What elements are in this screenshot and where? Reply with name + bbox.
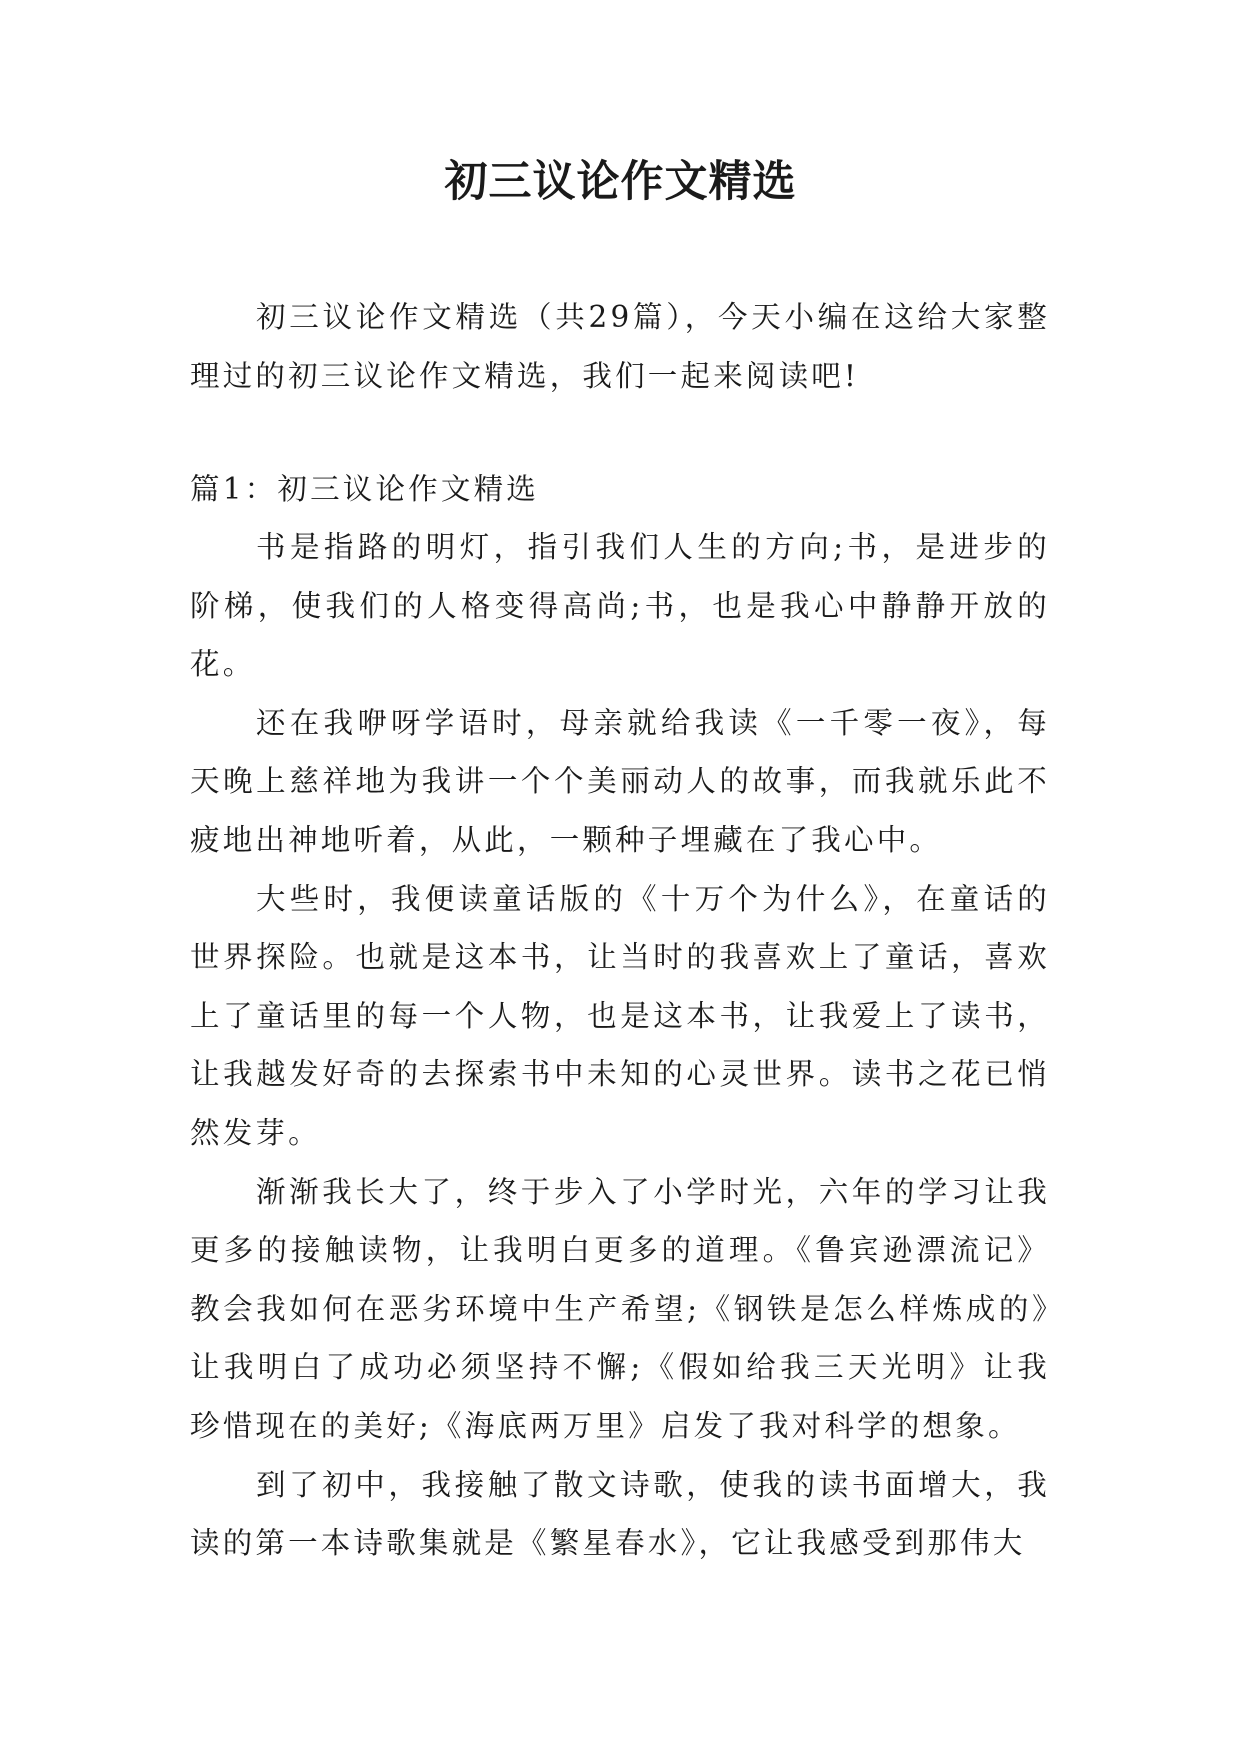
essay-paragraph-3: 大些时，我便读童话版的《十万个为什么》，在童话的世界探险。也就是这本书，让当时的我喜欢上了童话，喜欢上了童话里的每一个人物，也是这本书，让我爱上了读书，让我越发好奇的去探索书中未知的心灵世界。读书之花已悄然发芽。 [190, 881, 1050, 1150]
essay-paragraph-1: 书是指路的明灯，指引我们人生的方向;书，是进步的阶梯，使我们的人格变得高尚;书，也是我心中静静开放的花。 [190, 530, 1050, 682]
essay-paragraph-2: 还在我咿呀学语时，母亲就给我读《一千零一夜》，每天晚上慈祥地为我讲一个个美丽动人的故事，而我就乐此不疲地出神地听着，从此，一颗种子埋藏在了我心中。 [190, 705, 1050, 857]
section-heading: 篇1：初三议论作文精选 [190, 472, 539, 506]
essay-paragraph-4: 渐渐我长大了，终于步入了小学时光，六年的学习让我更多的接触读物，让我明白更多的道理。《鲁宾逊漂流记》教会我如何在恶劣环境中生产希望;《钢铁是怎么样炼成的》让我明白了成功必须坚持不懈;《假如给我三天光明》让我珍惜现在的美好;《海底两万里》启发了我对科学的想象。 [190, 1174, 1050, 1443]
essay-body [190, 518, 1050, 1573]
intro-paragraph: 初三议论作文精选（共29篇），今天小编在这给大家整理过的初三议论作文精选，我们一起来阅读吧! [190, 300, 1050, 393]
essay-paragraph-5: 到了初中，我接触了散文诗歌，使我的读书面增大，我读的第一本诗歌集就是《繁星春水》，它让我感受到那伟大 [190, 1467, 1050, 1561]
document-title: 初三议论作文精选 [444, 157, 797, 207]
